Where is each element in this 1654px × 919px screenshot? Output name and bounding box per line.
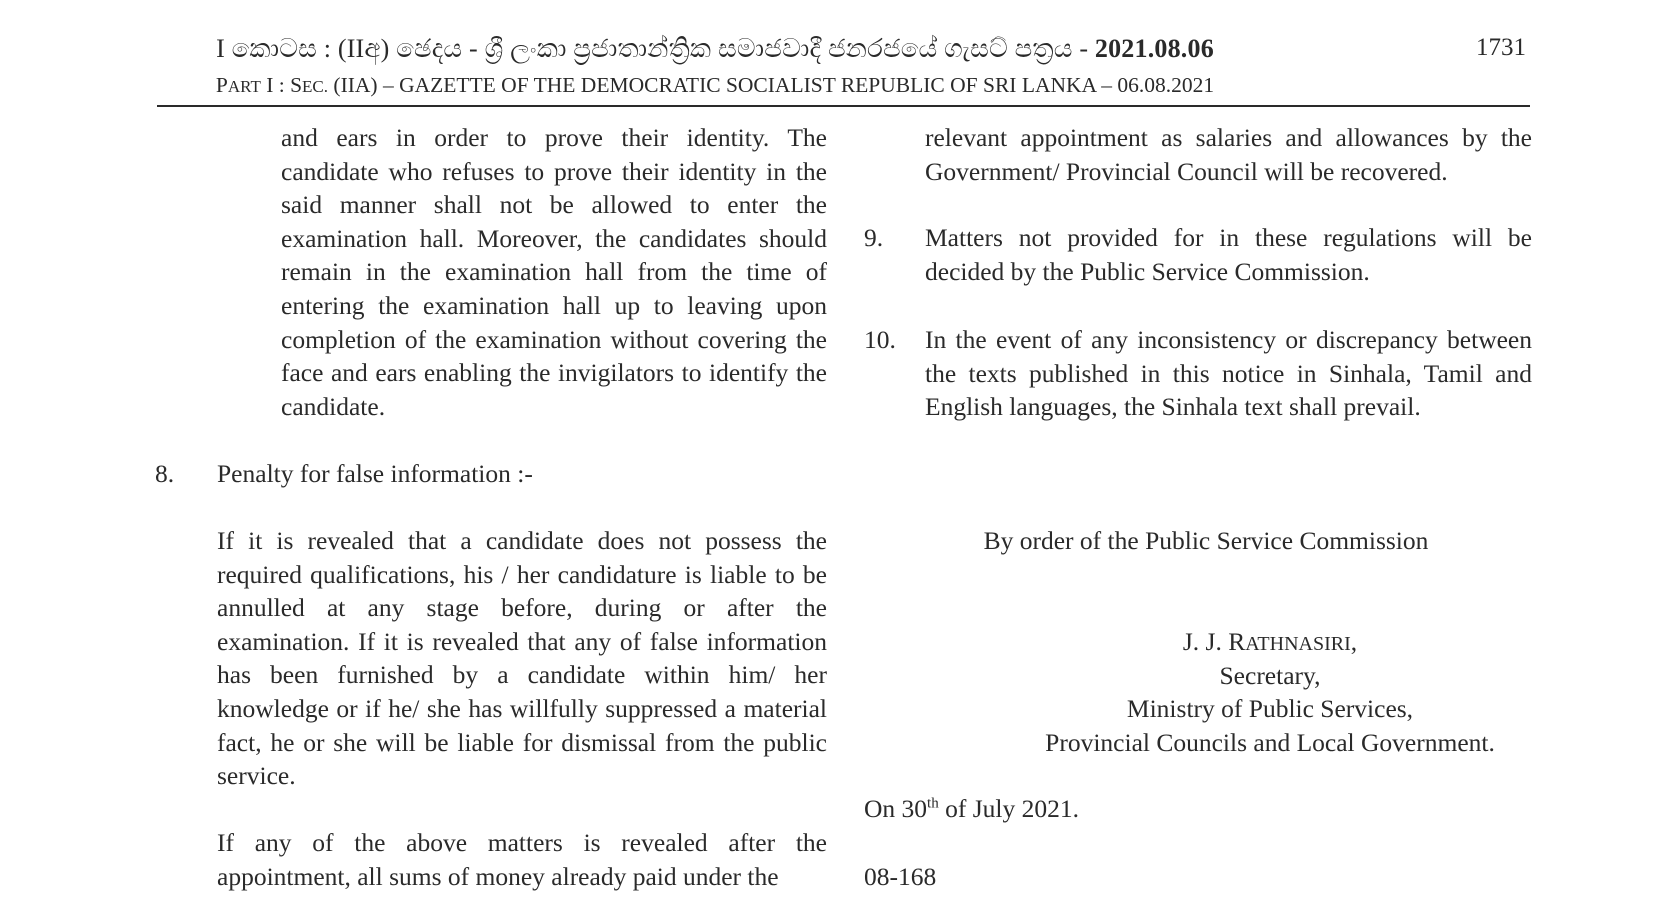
page-number: 1731 xyxy=(1476,34,1526,61)
section-10-text: In the event of any inconsistency or discrepancy between the texts published in this notice in Sinhala, Tamil and English languages, the Sinhala text shall prevail. xyxy=(925,325,1532,422)
header-part-initial: P xyxy=(215,73,228,97)
signatory-name xyxy=(1000,625,1540,662)
signatory-title: Secretary, xyxy=(1219,661,1321,690)
header-part-mid: I : S xyxy=(260,73,303,97)
signatory-ministry-line-2: Provincial Councils and Local Government. xyxy=(1045,728,1495,757)
section-8-number: 8. xyxy=(155,459,175,488)
section-9-number: 9. xyxy=(864,223,884,252)
sinhala-date: 2021.08.06 xyxy=(1094,34,1214,63)
header-gazette-title: (IIA) – GAZETTE OF THE DEMOCRATIC SOCIALIST REPUBLIC OF SRI LANKA – 06.08.2021 xyxy=(328,73,1215,97)
date-ordinal: th xyxy=(927,795,939,812)
signatory-initials: J. J. R xyxy=(1182,627,1246,656)
date-prefix: On 30 xyxy=(864,794,928,823)
left-continuation-paragraph: and ears in order to prove their identity. The candidate who refuses to prove their identity in the said manner shall not be allowed to enter the examination hall. Moreover, the candidates should remain in the examination hall from the time of entering the examination hall up to leaving upon completion of the examination without covering the face and ears enabling the invigilators to identify the candidate. xyxy=(281,123,827,421)
section-10-number: 10. xyxy=(864,325,896,354)
signatory-comma: , xyxy=(1350,627,1358,656)
order-line: By order of the Public Service Commission xyxy=(983,526,1429,555)
section-8-paragraph-1: If it is revealed that a candidate does not possess the required qualifications, his / her candidature is liable to be annulled at any stage before, during or after the examination. If it is revealed that any of false information has been furnished by a candidate within him/ her knowledge or if he/ she has willfully suppressed a material fact, he or she will be liable for dismissal from the public service. xyxy=(217,526,827,791)
date-suffix: of July 2021. xyxy=(938,794,1079,823)
notice-reference: 08-168 xyxy=(864,862,937,891)
right-continuation-paragraph: relevant appointment as salaries and allowances by the Government/ Provincial Council will be recovered. xyxy=(925,123,1532,186)
english-header xyxy=(0,73,1430,98)
signatory-ministry-line-1: Ministry of Public Services, xyxy=(1126,694,1414,723)
header-sec-smallcaps: EC. xyxy=(302,77,329,96)
header-rule xyxy=(157,105,1530,107)
section-8-heading: Penalty for false information :- xyxy=(217,459,533,488)
notice-date xyxy=(864,792,1264,826)
sinhala-header xyxy=(0,34,1430,65)
signatory-surname: ATHNASIRI xyxy=(1245,633,1351,655)
header-part-smallcaps: ART xyxy=(227,77,261,96)
sinhala-title: I කොටස : (IIඅ) ඡෙදය - ශ්‍රී ලංකා ප්‍රජාතාන්ත්‍රික සමාජවාදී ජනරජයේ ගැසට් පත්‍රය - xyxy=(216,34,1095,63)
section-9-text: Matters not provided for in these regulations will be decided by the Public Service Commission. xyxy=(925,223,1532,286)
section-8-paragraph-2: If any of the above matters is revealed after the appointment, all sums of money already paid under the xyxy=(217,828,827,891)
